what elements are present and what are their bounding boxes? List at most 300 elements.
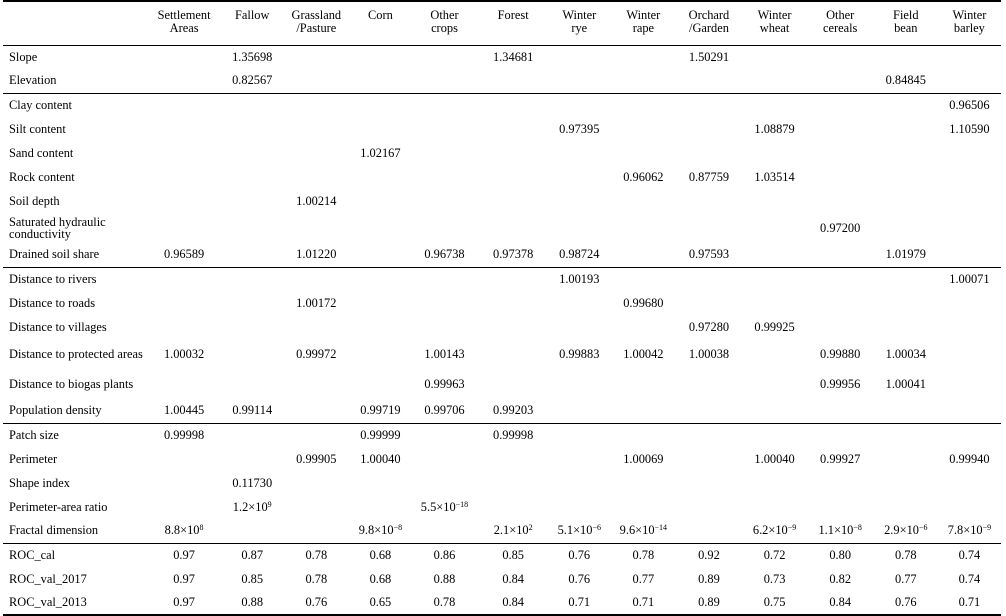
table-cell <box>874 423 938 447</box>
table-cell <box>282 471 351 495</box>
cell-value: 0.96738 <box>424 247 465 262</box>
cell-value: 0.99998 <box>493 427 534 442</box>
table-cell <box>938 93 1001 117</box>
table-cell <box>282 447 351 471</box>
cell-value: 0.87759 <box>688 169 730 184</box>
table-cell <box>675 267 742 291</box>
table-cell <box>675 141 742 165</box>
table-cell <box>874 93 938 117</box>
table-cell <box>479 471 547 495</box>
table-cell <box>874 369 938 399</box>
cell-value: 0.97378 <box>493 247 534 262</box>
cell-value: 0.97280 <box>688 319 730 334</box>
table-cell <box>223 339 282 369</box>
column-header-label: Fallow <box>235 8 270 22</box>
column-header-label: Grassland /Pasture <box>291 8 342 35</box>
cell-value: 0.99927 <box>820 451 861 466</box>
table-cell <box>145 339 222 369</box>
table-cell <box>807 291 874 315</box>
cell-exponent: −8 <box>393 523 403 533</box>
table-cell <box>807 165 874 189</box>
table-cell <box>611 189 675 213</box>
table-header <box>3 1 1001 45</box>
table-cell <box>145 267 222 291</box>
column-header <box>223 1 282 45</box>
cell-value: 1.34681 <box>493 49 534 64</box>
cell-value: 5.5×10 <box>420 499 456 514</box>
column-header-label: Winter wheat <box>757 8 792 35</box>
table-cell <box>145 399 222 423</box>
table-cell <box>145 495 222 519</box>
table-cell <box>675 291 742 315</box>
table-cell <box>807 267 874 291</box>
table-cell <box>675 93 742 117</box>
table-cell <box>223 69 282 93</box>
cell-value: 0.76 <box>568 571 591 586</box>
column-header-label: Winter barley <box>952 8 987 35</box>
table-cell <box>351 519 410 543</box>
cell-value: 1.1×10 <box>818 523 854 538</box>
table-cell <box>145 471 222 495</box>
table-cell <box>938 117 1001 141</box>
cell-value: 0.76 <box>568 547 591 562</box>
table-cell <box>611 45 675 69</box>
table-cell <box>611 591 675 615</box>
table-cell <box>547 399 611 423</box>
table-cell <box>547 591 611 615</box>
cell-value: 0.11730 <box>232 475 273 490</box>
table-cell <box>351 591 410 615</box>
table-cell <box>743 519 807 543</box>
cell-value: 1.00040 <box>360 451 401 466</box>
table-cell <box>611 567 675 591</box>
table-cell <box>223 423 282 447</box>
table-cell <box>479 93 547 117</box>
cell-value: 1.02167 <box>360 145 401 160</box>
table-cell <box>807 447 874 471</box>
table-cell <box>938 339 1001 369</box>
table-cell <box>874 339 938 369</box>
table-cell <box>223 267 282 291</box>
table-cell <box>223 495 282 519</box>
cell-value: 0.99719 <box>360 403 401 418</box>
column-header-label: Field bean <box>893 8 919 35</box>
cell-value: 1.01220 <box>296 247 337 262</box>
cell-value: 1.00038 <box>688 346 730 361</box>
table-cell <box>807 591 874 615</box>
cell-value: 0.97 <box>173 595 195 609</box>
table-cell <box>874 267 938 291</box>
table-cell <box>282 165 351 189</box>
table-cell <box>743 423 807 447</box>
table-cell <box>410 189 479 213</box>
table-cell <box>743 567 807 591</box>
table-cell <box>743 243 807 267</box>
table-cell <box>807 567 874 591</box>
table-cell <box>807 339 874 369</box>
table-cell <box>282 519 351 543</box>
table-cell <box>410 567 479 591</box>
table-row <box>3 399 1001 423</box>
cell-value: 1.00042 <box>623 346 664 361</box>
table-cell <box>611 267 675 291</box>
table-cell <box>807 93 874 117</box>
table-row <box>3 69 1001 93</box>
table-cell <box>282 339 351 369</box>
column-header-label: Forest <box>497 8 529 22</box>
table-cell <box>675 495 742 519</box>
table-cell <box>223 369 282 399</box>
cell-value: 0.84 <box>502 595 524 609</box>
table-cell <box>282 591 351 615</box>
table-row <box>3 543 1001 567</box>
table-cell <box>410 213 479 243</box>
table-cell <box>479 315 547 339</box>
table-row <box>3 93 1001 117</box>
table-cell <box>145 543 222 567</box>
table-cell <box>223 399 282 423</box>
cell-value: 9.6×10 <box>619 523 655 538</box>
row-label: Perimeter <box>9 451 58 466</box>
cell-value: 0.99940 <box>949 451 990 466</box>
table-cell <box>675 447 742 471</box>
table-cell <box>351 243 410 267</box>
cell-value: 0.99880 <box>820 346 861 361</box>
cell-value: 1.10590 <box>949 121 990 136</box>
table-cell <box>611 447 675 471</box>
table-cell <box>675 567 742 591</box>
table-cell <box>874 45 938 69</box>
table-cell <box>874 189 938 213</box>
cell-value: 0.84 <box>502 571 524 586</box>
table-cell <box>807 543 874 567</box>
table-cell <box>938 165 1001 189</box>
table-cell <box>351 267 410 291</box>
table-cell <box>675 339 742 369</box>
table-cell <box>479 69 547 93</box>
table-cell <box>938 543 1001 567</box>
table-cell <box>874 447 938 471</box>
cell-value: 0.71 <box>632 595 655 609</box>
cell-value: 0.99905 <box>296 451 337 466</box>
table-row <box>3 267 1001 291</box>
cell-value: 0.96506 <box>949 97 990 112</box>
table-cell <box>410 315 479 339</box>
cell-value: 1.00069 <box>623 451 664 466</box>
cell-value: 0.78 <box>894 547 917 562</box>
table-cell <box>938 45 1001 69</box>
row-label: Distance to villages <box>9 319 107 334</box>
table-cell <box>547 471 611 495</box>
row-label: Drained soil share <box>9 247 100 262</box>
row-label: Saturated hydraulic conductivity <box>9 214 106 241</box>
table-cell <box>743 369 807 399</box>
table-cell <box>938 591 1001 615</box>
cell-value: 0.87 <box>241 547 264 562</box>
table-cell <box>547 243 611 267</box>
table-cell <box>479 423 547 447</box>
cell-value: 0.96589 <box>163 247 205 262</box>
table-cell <box>351 471 410 495</box>
cell-value: 0.77 <box>894 571 917 586</box>
table-cell <box>410 543 479 567</box>
column-header <box>807 1 874 45</box>
cell-value: 1.00143 <box>424 346 465 361</box>
table-cell <box>938 519 1001 543</box>
table-cell <box>874 519 938 543</box>
table-cell <box>807 243 874 267</box>
cell-value: 0.99999 <box>360 427 401 442</box>
table-cell <box>223 165 282 189</box>
cell-exponent: 2 <box>528 523 533 533</box>
cell-value: 0.89 <box>698 571 720 586</box>
table-cell <box>282 315 351 339</box>
table-cell <box>223 189 282 213</box>
table-cell <box>938 399 1001 423</box>
table-cell <box>145 117 222 141</box>
table-cell <box>743 93 807 117</box>
row-label: Distance to protected areas <box>9 346 143 361</box>
table-cell <box>611 213 675 243</box>
table-cell <box>807 423 874 447</box>
cell-value: 0.78 <box>305 571 328 586</box>
cell-value: 0.84845 <box>885 73 926 88</box>
cell-value: 1.00172 <box>296 295 337 310</box>
cell-value: 1.01979 <box>885 247 926 262</box>
table-cell <box>874 117 938 141</box>
table-cell <box>874 213 938 243</box>
table-cell <box>743 117 807 141</box>
column-header <box>611 1 675 45</box>
cell-value: 0.99998 <box>163 427 205 442</box>
odds-ratio-table-container <box>3 0 1001 616</box>
table-cell <box>547 69 611 93</box>
table-cell <box>410 267 479 291</box>
table-cell <box>223 567 282 591</box>
table-cell <box>479 213 547 243</box>
table-cell <box>282 189 351 213</box>
column-header <box>675 1 742 45</box>
table-cell <box>743 339 807 369</box>
table-cell <box>479 189 547 213</box>
table-cell <box>675 45 742 69</box>
cell-value: 1.08879 <box>754 121 795 136</box>
table-cell <box>874 165 938 189</box>
table-cell <box>874 567 938 591</box>
table-cell <box>223 315 282 339</box>
table-cell <box>938 141 1001 165</box>
table-cell <box>479 141 547 165</box>
table-row <box>3 189 1001 213</box>
table-cell <box>675 423 742 447</box>
table-cell <box>874 315 938 339</box>
table-cell <box>410 423 479 447</box>
table-cell <box>675 543 742 567</box>
table-cell <box>874 591 938 615</box>
cell-value: 0.74 <box>958 547 981 562</box>
table-cell <box>282 117 351 141</box>
cell-value: 0.68 <box>369 571 392 586</box>
table-cell <box>410 339 479 369</box>
table-cell <box>743 591 807 615</box>
table-cell <box>743 45 807 69</box>
header-corner-cell <box>3 1 145 45</box>
table-cell <box>743 495 807 519</box>
column-header-label: Winter rye <box>562 8 597 35</box>
cell-value: 8.8×10 <box>164 523 200 538</box>
table-cell <box>675 471 742 495</box>
cell-exponent: −9 <box>787 523 797 533</box>
cell-exponent: −6 <box>918 523 928 533</box>
table-cell <box>547 519 611 543</box>
table-cell <box>282 45 351 69</box>
table-cell <box>675 519 742 543</box>
column-header <box>410 1 479 45</box>
cell-value: 0.84 <box>829 595 852 609</box>
table-cell <box>351 315 410 339</box>
table-cell <box>675 369 742 399</box>
table-cell <box>351 399 410 423</box>
cell-value: 1.00041 <box>885 376 926 391</box>
table-cell <box>743 471 807 495</box>
row-label: ROC_val_2013 <box>3 591 145 615</box>
table-cell <box>479 45 547 69</box>
odds-ratio-table <box>3 0 1001 616</box>
column-header-label: Winter rape <box>626 8 661 35</box>
table-row <box>3 45 1001 69</box>
table-cell <box>547 93 611 117</box>
row-label: Sand content <box>9 145 74 160</box>
table-row <box>3 243 1001 267</box>
table-cell <box>223 471 282 495</box>
table-cell <box>145 423 222 447</box>
cell-value: 0.99972 <box>296 346 337 361</box>
table-cell <box>410 69 479 93</box>
cell-value: 0.99680 <box>623 295 664 310</box>
table-cell <box>145 45 222 69</box>
table-cell <box>611 423 675 447</box>
table-cell <box>874 243 938 267</box>
column-header <box>479 1 547 45</box>
cell-value: 6.2×10 <box>752 523 788 538</box>
table-cell <box>938 369 1001 399</box>
table-cell <box>351 291 410 315</box>
row-label: Slope <box>9 49 38 64</box>
table-cell <box>547 315 611 339</box>
table-cell <box>874 543 938 567</box>
cell-exponent: 8 <box>199 523 204 533</box>
table-cell <box>351 543 410 567</box>
table-cell <box>282 141 351 165</box>
cell-value: 0.82567 <box>232 73 273 88</box>
table-row <box>3 495 1001 519</box>
table-cell <box>145 369 222 399</box>
table-cell <box>611 315 675 339</box>
table-cell <box>547 369 611 399</box>
cell-value: 5.1×10 <box>557 523 593 538</box>
column-header <box>547 1 611 45</box>
table-cell <box>675 117 742 141</box>
row-label: Distance to roads <box>9 295 96 310</box>
cell-value: 0.74 <box>958 571 981 586</box>
cell-value: 0.65 <box>369 595 392 609</box>
cell-value: 0.73 <box>763 571 786 586</box>
cell-value: 1.00445 <box>163 403 205 418</box>
table-cell <box>410 591 479 615</box>
table-cell <box>351 117 410 141</box>
table-cell <box>611 543 675 567</box>
table-cell <box>547 267 611 291</box>
row-label: Fractal dimension <box>9 523 99 538</box>
cell-value: 0.85 <box>502 547 524 562</box>
table-cell <box>611 369 675 399</box>
row-label: Distance to biogas plants <box>9 376 134 391</box>
table-cell <box>874 291 938 315</box>
cell-value: 7.8×10 <box>947 523 983 538</box>
table-cell <box>938 267 1001 291</box>
table-row <box>3 519 1001 543</box>
cell-value: 0.85 <box>241 571 264 586</box>
cell-value: 0.77 <box>632 571 655 586</box>
table-cell <box>479 117 547 141</box>
table-cell <box>145 93 222 117</box>
cell-value: 0.88 <box>433 571 456 586</box>
table-cell <box>807 45 874 69</box>
table-cell <box>807 519 874 543</box>
cell-value: 0.78 <box>433 595 456 609</box>
cell-value: 2.9×10 <box>884 523 919 538</box>
table-cell <box>547 213 611 243</box>
table-cell <box>807 189 874 213</box>
table-cell <box>479 369 547 399</box>
table-cell <box>874 471 938 495</box>
cell-value: 0.99883 <box>559 346 600 361</box>
table-cell <box>743 543 807 567</box>
table-cell <box>410 45 479 69</box>
table-cell <box>479 447 547 471</box>
table-cell <box>351 141 410 165</box>
cell-exponent: −8 <box>853 523 862 533</box>
table-cell <box>611 165 675 189</box>
table-cell <box>351 339 410 369</box>
table-cell <box>282 69 351 93</box>
table-row <box>3 591 1001 615</box>
table-cell <box>807 399 874 423</box>
table-cell <box>743 315 807 339</box>
table-cell <box>874 495 938 519</box>
table-cell <box>145 141 222 165</box>
table-cell <box>410 471 479 495</box>
cell-value: 0.75 <box>763 595 786 609</box>
column-header-label: Corn <box>368 8 393 22</box>
cell-value: 0.76 <box>305 595 328 609</box>
column-header <box>351 1 410 45</box>
table-cell <box>479 519 547 543</box>
column-header <box>743 1 807 45</box>
table-cell <box>145 165 222 189</box>
cell-value: 1.00193 <box>559 271 600 286</box>
cell-value: 0.80 <box>829 547 852 562</box>
table-cell <box>351 189 410 213</box>
row-label: Clay content <box>3 93 145 117</box>
table-row <box>3 213 1001 243</box>
table-cell <box>611 519 675 543</box>
table-cell <box>282 243 351 267</box>
table-cell <box>743 165 807 189</box>
table-cell <box>223 93 282 117</box>
table-cell <box>351 165 410 189</box>
table-cell <box>938 567 1001 591</box>
